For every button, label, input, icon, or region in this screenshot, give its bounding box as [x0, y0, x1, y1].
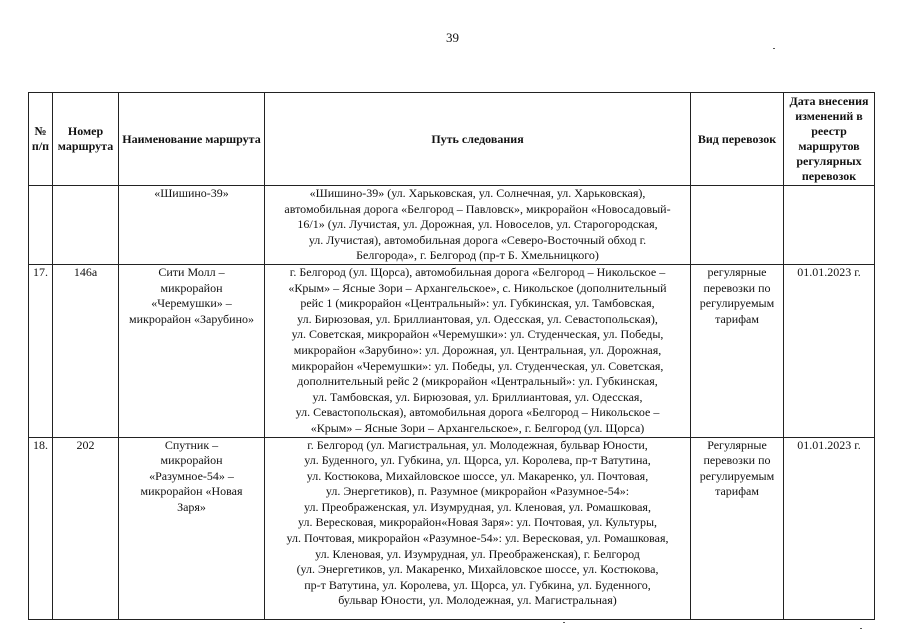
- path-text: г. Белгород (ул. Щорса), автомобильная дорога «Белгород – Никольское – «Крым» – Ясные Зори – Архангельское», с. Никольское (дополнительный рейс 1 (микрорайон «Центральный»: ул. Губкинская, ул. Тамбовская, ул. Бирюзовая, ул. Бриллиантовая, ул. Одесская, ул. Севастопольская), ул. Советская, микрорайон «Черемушки»: ул. Студенческая, ул. Победы, микрорайон «Зарубино»: ул. Дорожная, ул. Центральная, ул. Дорожная, микрорайон «Черемушки»: ул. Победы, ул. Студенческая, ул. Советская, дополнительный рейс 2 (микрорайон «Центральный»: ул. Губкинская, ул. Тамбовская, ул. Бирюзовая, ул. Бриллиантовая, ул. Одесская, ул. Севастопольская), автомобильная дорога «Белгород – Никольское – «Крым» – Ясные Зори – Архангельское», г. Белгород (ул. Щорса): [288, 264, 667, 435]
- table-row: [29, 186, 875, 265]
- cell-date: 01.01.2023 г.: [784, 264, 875, 437]
- cell-num: [29, 186, 53, 265]
- page-number: 39: [446, 30, 459, 45]
- cell-transport-type: [691, 437, 784, 619]
- header-transport-type: Вид перевозок: [691, 93, 784, 186]
- header-date: Дата внесения изменений в реестр маршрутов регулярных перевозок: [784, 93, 875, 186]
- cell-num: 17.: [29, 264, 53, 437]
- path-text: г. Белгород (ул. Магистральная, ул. Молодежная, бульвар Юности, ул. Буденного, ул. Губкина, ул. Щорса, ул. Королева, пр-т Ватутина, ул. Костюкова, Михайловское шоссе, ул. Макаренко, ул. Почтовая, ул. Энергетиков), п. Разумное (микрорайон «Разумное-54»: ул. Преображенская, ул. Изумрудная, ул. Кленовая, ул. Ромашковая, ул. Вересковая, микрорайон«Новая Заря»: ул. Почтовая, ул. Культуры, ул. Почтовая, микрорайон «Разумное-54»: ул. Вересковая, ул. Ромашковая, ул. Кленовая, ул. Изумрудная, ул. Преображенская), г. Белгород (ул. Энергетиков, ул. Макаренко, Михайловское шоссе, ул. Костюкова, пр-т Ватутина, ул. Королева, ул. Щорса, ул. Губкина, ул. Буденного, бульвар Юности, ул. Молодежная, ул. Магистральная): [286, 437, 669, 608]
- cell-route-name: [119, 264, 265, 437]
- cell-route-name: [119, 186, 265, 265]
- table-row: [29, 264, 875, 437]
- scan-speck: [773, 48, 775, 49]
- cell-route-number: 202: [53, 437, 119, 619]
- path-text: «Шишино-39» (ул. Харьковская, ул. Солнечная, ул. Харьковская), автомобильная дорога «Белгород – Павловск», микрорайон «Новосадовый- 16/1» (ул. Лучистая, ул. Дорожная, ул. Новоселов, ул. Старогородская, ул. Лучистая), автомобильная дорога «Северо-Восточный обход г. Белгорода», г. Белгород (пр-т Б. Хмельницкого): [284, 186, 671, 263]
- route-name-text: Спутник – микрорайон «Разумное-54» – микрорайон «Новая Заря»: [140, 437, 243, 514]
- cell-date: 01.01.2023 г.: [784, 437, 875, 619]
- cell-path: [265, 186, 691, 265]
- header-num: № п/п: [29, 93, 53, 186]
- table-header-row: [29, 93, 875, 186]
- routes-table: [28, 92, 875, 620]
- cell-transport-type: [691, 186, 784, 265]
- header-route-name: Наименование маршрута: [119, 93, 265, 186]
- transport-type-text: регулярные перевозки по регулируемым тарифам: [699, 264, 775, 326]
- scan-speck: [563, 622, 565, 623]
- cell-num: 18.: [29, 437, 53, 619]
- cell-route-name: [119, 437, 265, 619]
- cell-path: [265, 437, 691, 619]
- cell-path: [265, 264, 691, 437]
- header-route-number: Номер маршрута: [53, 93, 119, 186]
- cell-date: [784, 186, 875, 265]
- cell-route-number: 146а: [53, 264, 119, 437]
- transport-type-text: Регулярные перевозки по регулируемым тарифам: [699, 437, 775, 499]
- scan-speck: [860, 628, 862, 629]
- route-name-text: Сити Молл – микрорайон «Черемушки» – микрорайон «Зарубино»: [129, 264, 254, 326]
- cell-transport-type: [691, 264, 784, 437]
- header-path: Путь следования: [265, 93, 691, 186]
- cell-route-number: [53, 186, 119, 265]
- route-name-text: «Шишино-39»: [154, 186, 229, 200]
- table-row: [29, 437, 875, 619]
